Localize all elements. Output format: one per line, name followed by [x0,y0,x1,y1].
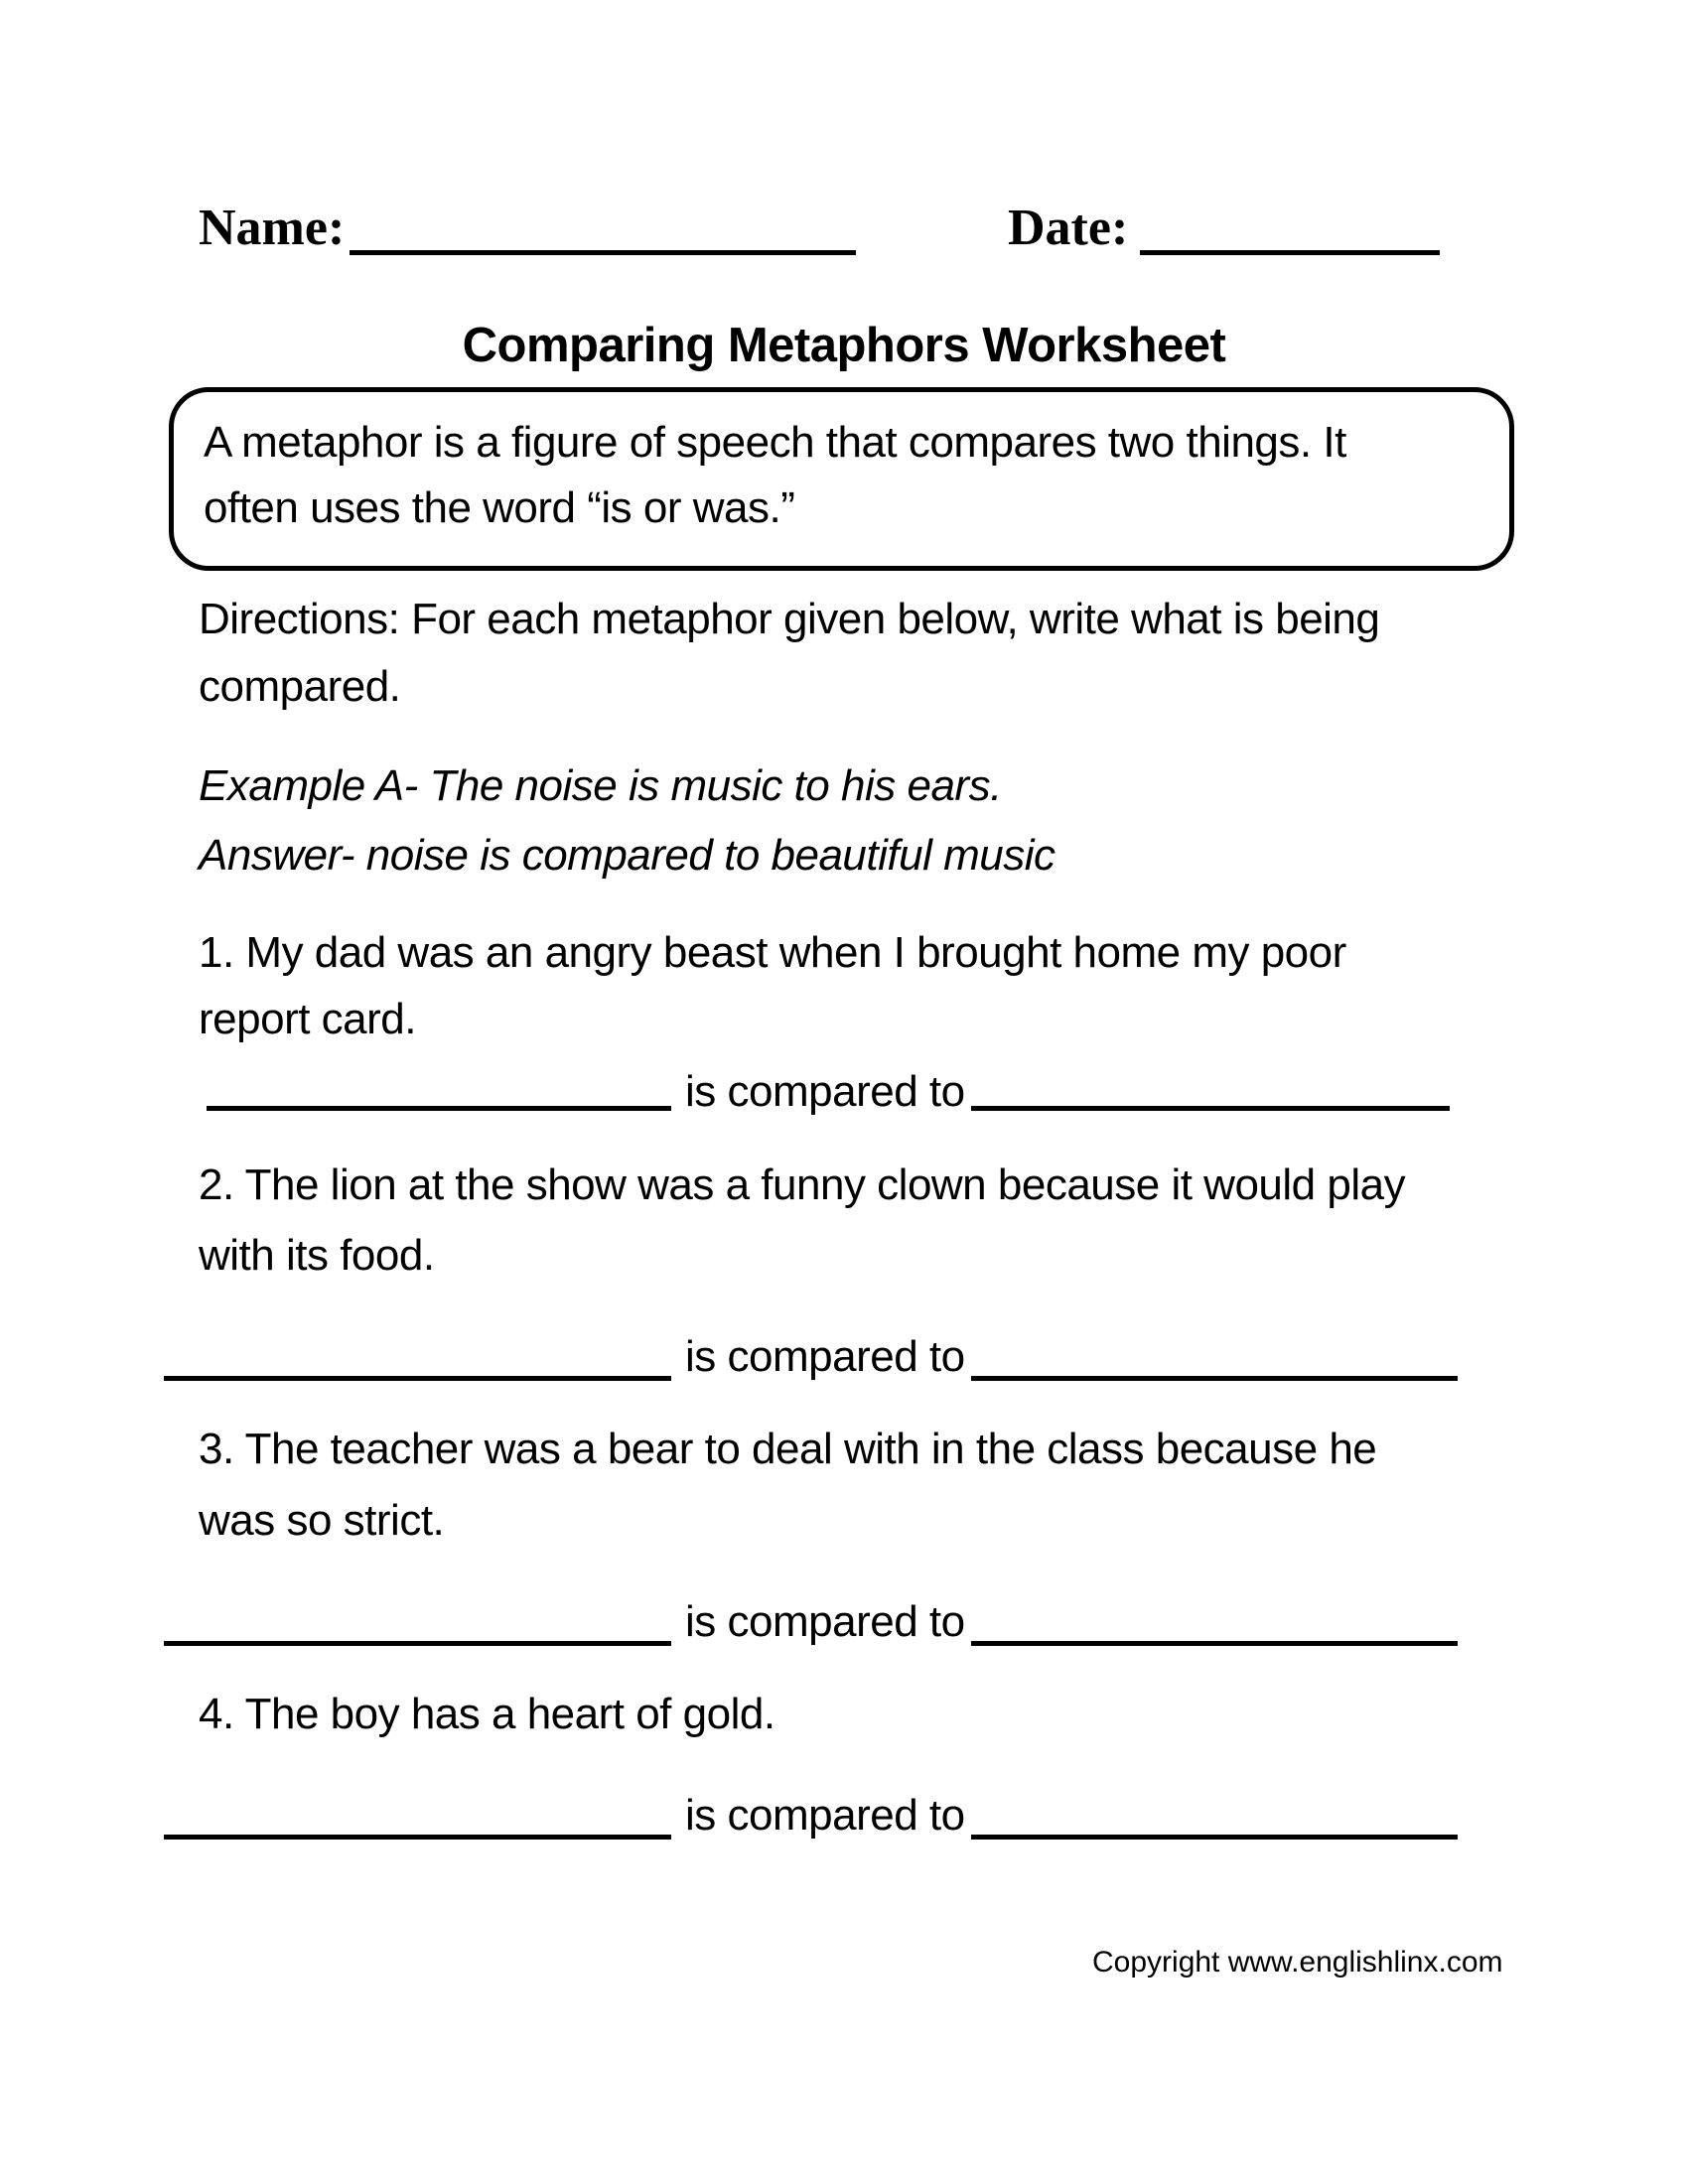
question-3-line-2: was so strict. [199,1496,445,1545]
is-compared-to-label: is compared to [685,1597,965,1646]
answer-blank-line [971,1106,1450,1111]
answer-blank-line [971,1376,1458,1381]
question-1-line-1: 1. My dad was an angry beast when I brought home my poor [199,928,1346,977]
directions-line-1: Directions: For each metaphor given below, write what is being [199,595,1380,643]
date-blank-line [1140,250,1440,255]
is-compared-to-label: is compared to [685,1067,965,1116]
question-3-line-1: 3. The teacher was a bear to deal with in the class because he [199,1425,1377,1473]
copyright-text: Copyright www.englishlinx.com [1092,1946,1503,1979]
name-blank-line [350,250,856,255]
answer-blank-line [164,1835,671,1840]
answer-blank-line [971,1835,1458,1840]
definition-line-2: often uses the word “is or was.” [204,483,795,532]
definition-box [169,387,1514,571]
question-2-line-1: 2. The lion at the show was a funny clown because it would play [199,1160,1406,1209]
directions-line-2: compared. [199,662,401,711]
name-label: Name: [199,200,346,256]
answer-blank-line [207,1106,671,1111]
answer-blank-line [971,1641,1458,1646]
page-title: Comparing Metaphors Worksheet [462,319,1226,372]
definition-line-1: A metaphor is a figure of speech that compares two things. It [204,418,1346,467]
answer-blank-line [164,1376,671,1381]
is-compared-to-label: is compared to [685,1791,965,1840]
question-4-line-1: 4. The boy has a heart of gold. [199,1690,775,1738]
question-1-line-2: report card. [199,995,416,1043]
date-label: Date: [1008,200,1129,256]
question-2-line-2: with its food. [199,1231,435,1280]
answer-blank-line [164,1641,671,1646]
example-answer-line: Answer- noise is compared to beautiful music [199,831,1055,880]
example-line: Example A- The noise is music to his ears. [199,761,1002,810]
is-compared-to-label: is compared to [685,1332,965,1381]
